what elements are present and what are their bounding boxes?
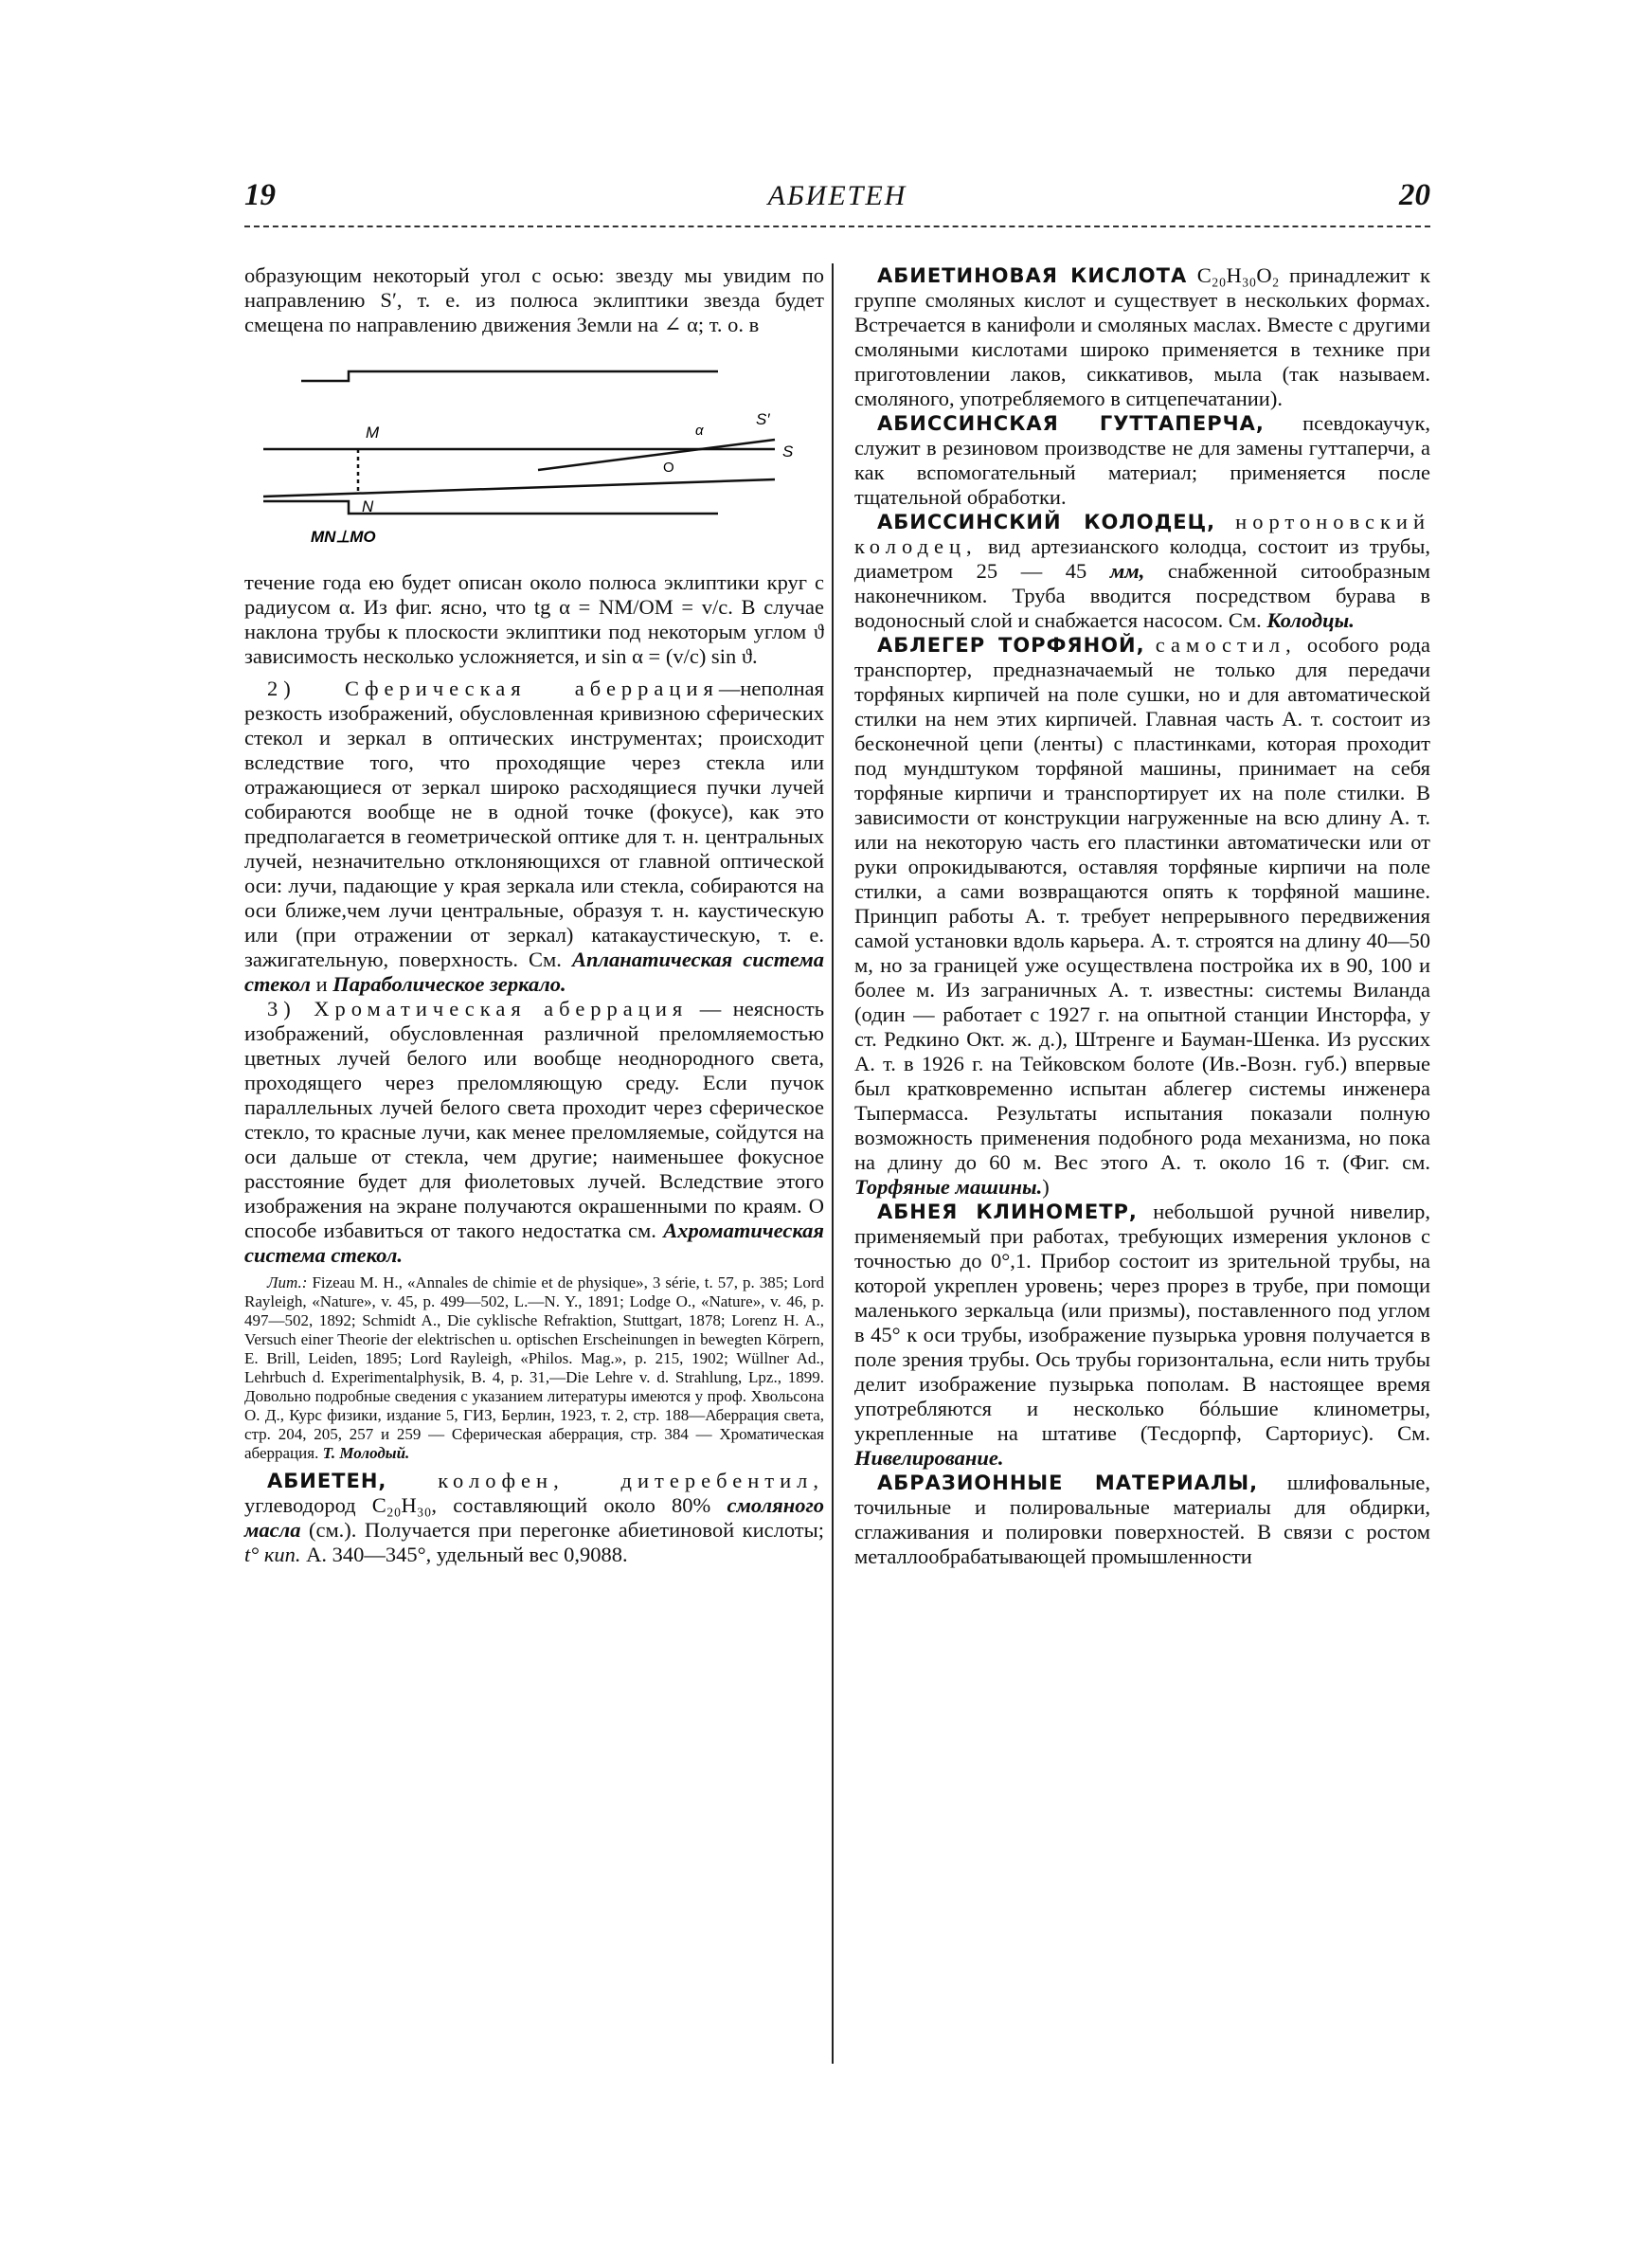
- paragraph: течение года ею будет описан около полюса эклиптики круг с радиусом α. Из фиг. ясно, что tg α = NM/OM = v/c. В случае наклона трубы к плоскости эклиптики под некоторым углом ϑ зависимость несколько усложняется, и sin α = (v/c) sin ϑ.: [244, 570, 824, 668]
- entry-abneya-klinometr: [854, 1200, 1430, 1471]
- headword: АБИЕТЕН,: [267, 1470, 387, 1492]
- text: и: [315, 972, 328, 996]
- paragraph-spherical: [244, 677, 824, 997]
- term: 3) Хроматическая аберрация: [267, 997, 689, 1020]
- cross-reference: Апланатическая система стекол: [244, 948, 825, 996]
- headword: АБИССИНСКАЯ ГУТТАПЕРЧА,: [877, 412, 1265, 435]
- paragraph: образующим некоторый угол с осью: звезду мы увидим по направлению S′, т. е. из полюса эклиптики звезда будет смещена по направлению движения Земли на ∠ α; т. о. в: [244, 263, 824, 336]
- synonyms: колофен, дитеребентил,: [438, 1469, 824, 1492]
- literature-references: [244, 1273, 824, 1463]
- label-N: N: [362, 497, 374, 515]
- label-alpha: α: [695, 423, 704, 439]
- cross-reference: Торфяные машины.: [854, 1175, 1043, 1199]
- headword: АБИССИНСКИЙ КОЛОДЕЦ,: [877, 511, 1216, 533]
- text: —неполная резкость изображений, обусловленная кривизною сферических стекол и зеркал в оптических инструментах; происходит вследствие того, что проходящие через стекла или отражающиеся от зеркал широко расходящиеся пучки лучей собираются вообще не в одной точке (фокусе), как это предполагается в геометрической оптике для т. н. центральных лучей, незначительно отклоняющихся от главной оптической оси: лучи, падающие у края зеркала или стекла, собираются на оси ближе,чем лучи центральные, образуя т. н. каустическую или (при отражении от зеркал) катакаустическую, т. е. зажигательную, поверхность. См.: [244, 677, 824, 971]
- synonyms: самостил,: [1155, 633, 1297, 657]
- headword: АБРАЗИОННЫЕ МАТЕРИАЛЫ,: [877, 1472, 1259, 1494]
- running-head: АБИЕТЕН: [767, 180, 907, 211]
- text: псевдокаучук, служит в резиновом производстве не для замены гуттаперчи, а как вспомогательный материал; применяется после тщательной обработки.: [854, 411, 1430, 509]
- text: (см.). Получается при перегонке абиетиновой кислоты;: [308, 1518, 825, 1542]
- text: вид артезианского колодца, состоит из трубы, диаметром 25 — 45: [854, 534, 1431, 583]
- left-column: [244, 263, 824, 1567]
- cross-reference: смоляного масла: [244, 1493, 825, 1542]
- entry-abissinskaya-guttapercha: [854, 411, 1430, 510]
- text: ): [1042, 1175, 1050, 1199]
- text: углеводород C₂₀H₃₀, составляющий около 80%: [244, 1493, 711, 1517]
- author-signature: Т. Молодый.: [322, 1444, 410, 1462]
- page-number-right: 20: [1399, 178, 1430, 212]
- header-rule: [244, 226, 1430, 227]
- label-O: O: [663, 460, 674, 476]
- column-divider: [832, 263, 834, 2064]
- paragraph-chromatic: [244, 997, 824, 1268]
- entry-abrazionnye-materialy: [854, 1471, 1430, 1569]
- term: 2) Сферическая аберрация: [267, 677, 719, 700]
- text: — неясность изображений, обусловленная различной преломляемостью цветных лучей белого или вообще неоднородного света, проходящего через преломляющую среду. Если пучок параллельных лучей белого света проходит через сферическое стекло, то красные лучи, как менее преломляемые, сойдутся на оси дальше от стекла, чем другие; наименьшее фокусное расстояние будет для фиолетовых лучей. Вследствие этого изображения на экране получаются окрашенными по краям. О способе избавиться от такого недостатка см.: [244, 997, 825, 1242]
- cross-reference: Нивелирование.: [854, 1446, 1004, 1470]
- entry-abietinovaya-kislota: [854, 263, 1430, 411]
- headword: АБЛЕГЕР ТОРФЯНОЙ,: [877, 634, 1145, 657]
- text: небольшой ручной нивелир, применяемый при работах, требующих измерения уклонов с точностью до 0°,1. Прибор состоит из зрительной трубы, на которой укреплен уровень; через прорез в трубе, при помощи маленького зеркальца (или призмы), поставленного под углом в 45° к оси трубы, изображение пузырька уровня получается в поле зрения трубы. Ось трубы горизонтальна, если нить трубы делит изображение пузырька пополам. В настоящее время употребляются и несколько бóльшие клинометры, укрепленные на штативе (Тесдорпф, Сарториус). См.: [854, 1200, 1430, 1445]
- page-header: [244, 178, 1430, 216]
- cross-reference: Параболическое зеркало.: [332, 972, 566, 996]
- page-number-left: 19: [244, 178, 276, 212]
- synonyms: нортоновский колодец,: [854, 510, 1430, 558]
- references-lead: Лит.:: [267, 1273, 308, 1291]
- text: шлифовальные, точильные и полировальные материалы для обдирки, сглаживания и полировки поверхностей. В связи с ростом металлообрабатывающей промышленности: [854, 1471, 1431, 1568]
- right-column: [854, 263, 1430, 1569]
- label-S-prime: S′: [756, 410, 770, 428]
- text: снабженной ситообразным наконечником. Труба вводится посредством бурава в водоносный слой и снабжается насосом. См.: [854, 559, 1430, 632]
- text: особого рода транспортер, предназначаемый не только для передачи торфяных кирпичей на поле сушки, но и для автоматической стилки на нем этих кирпичей. Главная часть А. т. состоит из бесконечной цепи (ленты) с пластинками, которая проходит под мундштуком торфяной машины, принимает на себя торфяные кирпичи и транспортирует их на поле стилки. В зависимости от конструкции нагруженные на всю длину А. т. или на некоторую часть его пластинки автоматически или от руки опрокидываются, оставляя торфяные кирпичи на поле стилки, а сами возвращаются опять к торфяной машине. Принцип работы А. т. требует непрерывного передвижения самой установки вдоль карьера. А. т. строятся на длину 40—50 м, но за границей уже осуществлена постройка их в 90, 100 и более м. Из заграничных А. т. известны: системы Виланда (один — работает с 1927 г. на опытной станции Инсторфа, у ст. Редкино Окт. ж. д.), Штренге и Бауман-Шенка. Из русских А. т. в 1926 г. на Тейковском болоте (Ив.-Возн. губ.) впервые был кратковременно испытан аблегер системы инженера Тыпермасса. Результаты испытания показали полную возможность применения подобного рода механизма, но пока на длину до 60 м. Вес этого А. т. около 16 т. (Фиг. см.: [854, 633, 1430, 1174]
- entry-ableger-torfyanoy: [854, 633, 1430, 1200]
- cross-reference: Ахроматическая система стекол.: [244, 1219, 825, 1267]
- label-S: S: [782, 442, 794, 460]
- headword: АБНЕЯ КЛИНОМЕТР,: [877, 1201, 1138, 1223]
- label-M: M: [366, 424, 380, 442]
- entry-abissinsky-kolodets: [854, 510, 1430, 633]
- figure-caption: MN⊥MO: [311, 528, 376, 546]
- cross-reference: Колодцы.: [1266, 608, 1355, 632]
- headword: АБИЕТИНОВАЯ КИСЛОТА: [877, 264, 1188, 287]
- references-text: Fizeau M. H., «Annales de chimie et de physique», 3 série, t. 57, p. 385; Lord Rayleigh, «Nature», v. 45, p. 499—502, L.—N. Y., 1891; Lodge O., «Nature», v. 46, p. 497—502, 1892; Schmidt A., Die cyklische Refraktion, Stuttgart, 1878; Lorenz H. A., Versuch einer Theorie der elektrischen u. optischen Erscheinungen in bewegten Körpern, E. Brill, Leiden, 1895; Lord Rayleigh, «Philos. Mag.», p. 215, 1902; Wüllner Ad., Lehrbuch d. Experimentalphysik, B. 4, p. 31,—Die Lehre v. d. Strahlung, Lpz., 1899. Довольно подробные сведения с указанием литературы имеются у проф. Хвольсона О. Д., Курс физики, издание 5, ГИЗ, Берлин, 1923, т. 2, стр. 188—Аберрация света, стр. 204, 205, 257 и 259 — Сферическая аберрация, стр. 384 — Хроматическая аберрация.: [244, 1273, 825, 1462]
- aberration-diagram: [244, 345, 824, 553]
- aberration-figure: [244, 345, 824, 553]
- text: А. 340—345°, удельный вес 0,9088.: [306, 1543, 628, 1566]
- unit: мм,: [1109, 559, 1145, 583]
- symbol: t° кип.: [244, 1543, 301, 1566]
- text: C₂₀H₃₀O₂ принадлежит к группе смоляных кислот и существует в нескольких формах. Встречается в канифоли и смоляных маслах. Вместе с другими смоляными кислотами широко применяется в технике при приготовлении лаков, сиккативов, мыла (так называем. смоляного, употребляемого в ситцепечатании).: [854, 263, 1430, 410]
- entry-abieten: [244, 1469, 824, 1567]
